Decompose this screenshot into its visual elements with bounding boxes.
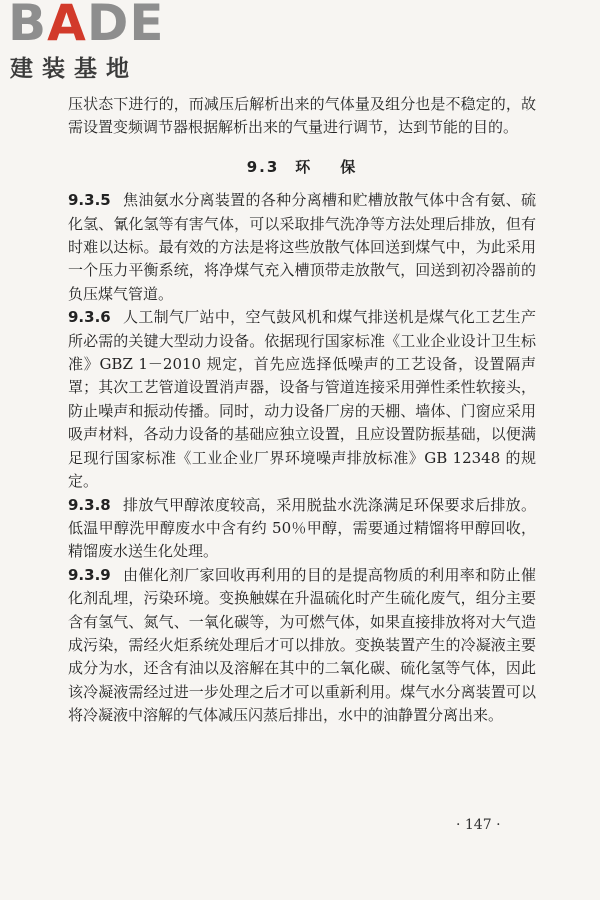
logo-wordmark: BADE <box>8 0 165 52</box>
clause-number: 9.3.5 <box>68 191 111 210</box>
section-title-part2: 保 <box>340 157 358 176</box>
clause-number: 9.3.9 <box>68 565 111 584</box>
section-heading <box>68 156 536 179</box>
clause-number: 9.3.6 <box>68 308 111 327</box>
clause-text: 由催化剂厂家回收再利用的目的是提高物质的利用率和防止催化剂乱埋，污染环境。变换触媒在升温硫化时产生硫化废气，组分主要含有氢气、氮气、一氧化碳等，为可燃气体，如果直接排放将对大气造成污染，需经火炬系统处理后才可以排放。变换装置产生的冷凝液主要成分为水，还含有油以及溶解在其中的二氧化碳、硫化氢等气体，因此该冷凝液需经过进一步处理之后才可以重新利用。煤气水分离装置可以将冷凝液中溶解的气体减压闪蒸后排出，水中的油静置分离出来。 <box>68 565 536 725</box>
intro-paragraph: 压状态下进行的，而减压后解析出来的气体量及组分也是不稳定的，故需设置变频调节器根据解析出来的气量进行调节，达到节能的目的。 <box>68 95 536 137</box>
page-body <box>68 93 536 728</box>
section-title-part1: 环 <box>295 157 313 176</box>
section-number: 9.3 <box>246 157 280 176</box>
page-number: · 147 · <box>456 817 501 833</box>
clause-paragraph <box>68 564 536 728</box>
logo-subtitle: 建装基地 <box>10 56 138 82</box>
clause-paragraph <box>68 306 536 493</box>
clause-paragraph <box>68 494 536 564</box>
logo <box>8 0 178 88</box>
clause-text: 焦油氨水分离装置的各种分离槽和贮槽放散气体中含有氨、硫化氢、氰化氢等有害气体，可以采取排气洗净等方法处理后排放，但有时难以达标。最有效的方法是将这些放散气体回送到煤气中，为此采用一个压力平衡系统，将净煤气充入槽顶带走放散气，回送到初冷器前的负压煤气管道。 <box>68 191 536 303</box>
clause-text: 排放气甲醇浓度较高，采用脱盐水洗涤满足环保要求后排放。低温甲醇洗甲醇废水中含有约 50％甲醇，需要通过精馏将甲醇回收，精馏废水送生化处理。 <box>68 495 536 561</box>
clause-number: 9.3.8 <box>68 495 111 514</box>
clause-text: 人工制气厂站中，空气鼓风机和煤气排送机是煤气化工艺生产所必需的关键大型动力设备。依据现行国家标准《工业企业设计卫生标准》GBZ 1－2010 规定，首先应选择低噪声的工艺设备，设置隔声罩；其次工艺管道设置消声器，设备与管道连接采用弹性柔性软接头，防止噪声和振动传播。同时，动力设备厂房的天棚、墙体、门窗应采用吸声材料，各动力设备的基础应独立设置，且应设置防振基础，以便满足现行国家标准《工业企业厂界环境噪声排放标准》GB 12348 的规定。 <box>68 308 536 491</box>
clause-paragraph <box>68 189 536 306</box>
